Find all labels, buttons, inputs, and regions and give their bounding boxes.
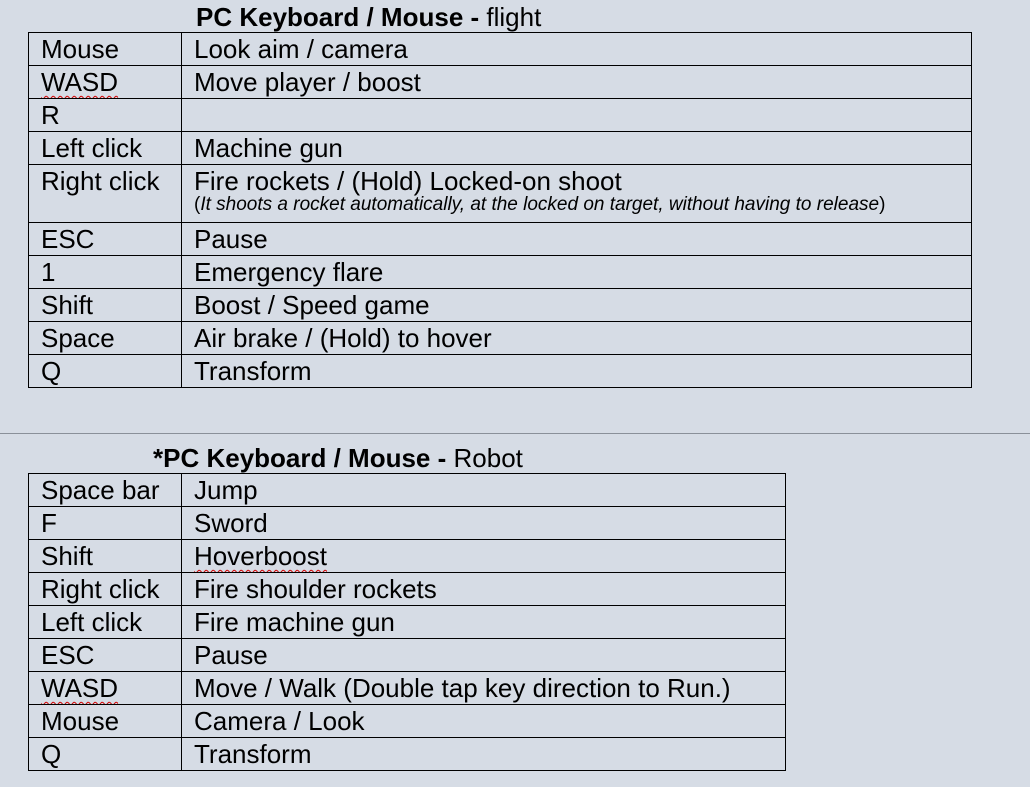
key-cell — [29, 672, 182, 705]
table-row — [29, 223, 972, 256]
table-row — [29, 540, 786, 573]
table-row — [29, 474, 786, 507]
key-cell: 1 — [29, 256, 182, 289]
key-cell: Shift — [29, 289, 182, 322]
key-cell: Left click — [29, 132, 182, 165]
action-cell — [182, 165, 972, 223]
table-row — [29, 66, 972, 99]
note-open: ( — [194, 194, 201, 215]
flight-heading-rest: flight — [486, 2, 542, 32]
key-cell: ESC — [29, 639, 182, 672]
action-cell: Fire shoulder rockets — [182, 573, 786, 606]
action-cell: Camera / Look — [182, 705, 786, 738]
key-cell: Q — [29, 355, 182, 388]
action-cell: Pause — [182, 223, 972, 256]
key-text: WASD — [41, 673, 119, 703]
note-text: It shoots a rocket automatically, at the locked on target, without having to release — [200, 194, 880, 215]
key-text: WASD — [41, 67, 119, 97]
action-cell: Fire machine gun — [182, 606, 786, 639]
note-close: ) — [879, 194, 886, 215]
table-row — [29, 606, 786, 639]
table-row — [29, 165, 972, 223]
robot-controls-table — [28, 473, 786, 771]
action-cell: Air brake / (Hold) to hover — [182, 322, 972, 355]
table-row — [29, 573, 786, 606]
action-cell: Move / Walk (Double tap key direction to Run.) — [182, 672, 786, 705]
action-cell: Move player / boost — [182, 66, 972, 99]
table-row — [29, 507, 786, 540]
key-cell: Mouse — [29, 705, 182, 738]
key-cell: Left click — [29, 606, 182, 639]
action-cell: Sword — [182, 507, 786, 540]
key-cell: Q — [29, 738, 182, 771]
action-cell: Look aim / camera — [182, 33, 972, 66]
key-cell: Mouse — [29, 33, 182, 66]
table-row — [29, 99, 972, 132]
action-cell: Transform — [182, 738, 786, 771]
action-cell: Transform — [182, 355, 972, 388]
key-cell: ESC — [29, 223, 182, 256]
table-row — [29, 322, 972, 355]
flight-controls-table — [28, 32, 972, 388]
robot-controls-heading — [153, 443, 523, 473]
robot-heading-bold: *PC Keyboard / Mouse - — [153, 443, 454, 473]
table-row — [29, 738, 786, 771]
key-cell: Space bar — [29, 474, 182, 507]
action-cell: Emergency flare — [182, 256, 972, 289]
key-cell: Space — [29, 322, 182, 355]
key-cell: R — [29, 99, 182, 132]
flight-controls-heading — [196, 2, 541, 32]
action-cell: Boost / Speed game — [182, 289, 972, 322]
key-cell: Right click — [29, 573, 182, 606]
table-row — [29, 33, 972, 66]
key-cell: Shift — [29, 540, 182, 573]
table-row — [29, 672, 786, 705]
table-row — [29, 132, 972, 165]
action-cell: Machine gun — [182, 132, 972, 165]
key-cell — [29, 66, 182, 99]
table-row — [29, 256, 972, 289]
action-note — [194, 194, 971, 216]
action-text: Fire rockets / (Hold) Locked-on shoot — [194, 166, 622, 196]
robot-heading-rest: Robot — [453, 443, 523, 473]
table-row — [29, 639, 786, 672]
action-cell: Pause — [182, 639, 786, 672]
action-cell — [182, 99, 972, 132]
action-cell — [182, 540, 786, 573]
table-row — [29, 705, 786, 738]
section-divider — [0, 433, 1030, 434]
action-cell: Jump — [182, 474, 786, 507]
flight-heading-bold: PC Keyboard / Mouse - — [196, 2, 487, 32]
table-row — [29, 355, 972, 388]
key-cell: F — [29, 507, 182, 540]
key-cell: Right click — [29, 165, 182, 223]
action-text: Hoverboost — [194, 541, 327, 571]
table-row — [29, 289, 972, 322]
